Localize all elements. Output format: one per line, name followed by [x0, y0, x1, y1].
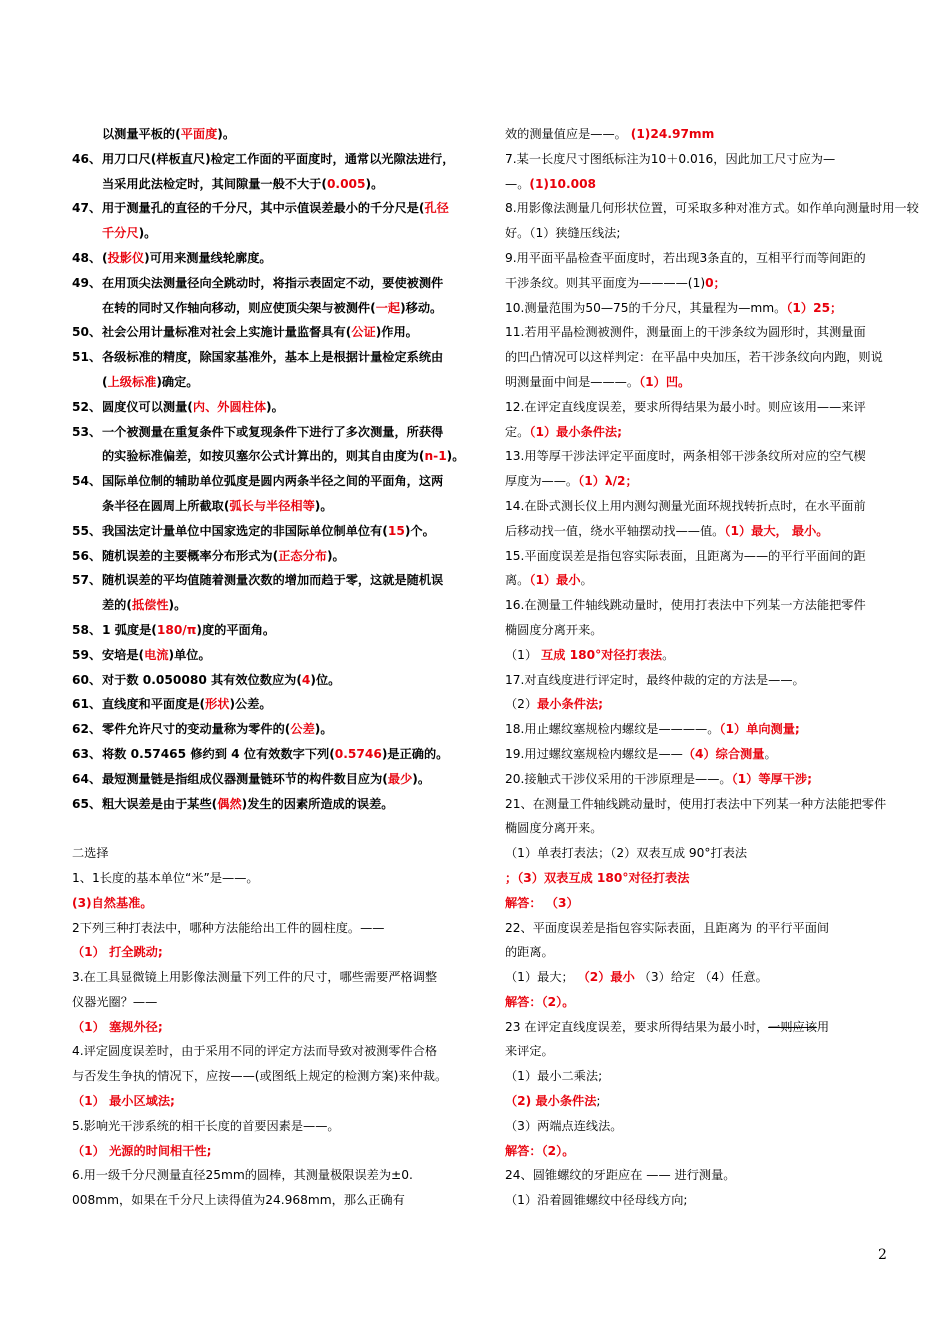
text-line [505, 717, 893, 742]
text-line [505, 172, 893, 197]
answer-text: 偶然 [217, 796, 242, 811]
text-line [505, 494, 893, 519]
body-text: )是正确的。 [381, 746, 449, 761]
body-text: 15.平面度误差是指包容实际表面，且距离为——的平行平面间的距 [505, 548, 866, 563]
body-text: 。 [764, 746, 777, 761]
text-line [72, 668, 462, 693]
body-text: （1）最小二乘法; [505, 1069, 603, 1084]
text-line [72, 444, 465, 469]
body-text: ( [102, 250, 108, 265]
body-text: 将数 0.57465 修约到 4 位有效数字下列( [102, 746, 335, 761]
body-text: 直线度和平面度是( [102, 697, 206, 712]
text-line [72, 196, 462, 221]
text-line [505, 1163, 893, 1188]
body-text: 19.用过螺纹塞规检内螺纹是—— [505, 746, 683, 761]
answer-text: （1） 光源的时间相干性; [72, 1143, 212, 1158]
answer-text: 最小条件法; [537, 697, 603, 712]
body-text: 16.在测量工件轴线跳动量时，使用打表法中下列某一方法能把零件 [505, 598, 866, 613]
text-line [505, 593, 893, 618]
text-line [72, 395, 462, 420]
body-text: )。 [314, 498, 333, 513]
body-text: )个。 [404, 523, 435, 538]
body-text: 厚度为——。 [505, 474, 579, 489]
text-line [505, 916, 893, 941]
body-text: 椭圆度分离开来。 [505, 622, 603, 637]
body-text: )。 [168, 598, 187, 613]
body-text: 离。 [505, 573, 530, 588]
text-line [505, 1039, 893, 1064]
text-line [505, 841, 893, 866]
text-line [72, 1015, 462, 1040]
text-line [72, 494, 462, 519]
body-text: )。 [266, 399, 284, 414]
text-line [72, 296, 462, 321]
text-line [72, 246, 462, 271]
body-text: （3）两端点连线法。 [505, 1118, 623, 1133]
body-text: 13.用等厚干涉法评定平面度时，两条相邻干涉条纹所对应的空气楔 [505, 449, 866, 464]
body-text: 条半径在圆周上所截取( [102, 498, 230, 513]
item-number: 58、 [72, 622, 102, 637]
body-text: 在用顶尖法测量径向全跳动时，将指示表固定不动，要使被测件 [102, 275, 444, 290]
answer-text: 电流 [144, 647, 169, 662]
text-line [72, 1064, 462, 1089]
answer-text: 形状 [205, 697, 230, 712]
body-text: 008mm，如果在千分尺上读得值为24.968mm，那么正确有 [72, 1193, 405, 1208]
body-text: ; [596, 1094, 601, 1109]
text-line [505, 692, 893, 717]
body-text: ( [102, 374, 108, 389]
answer-text: （1） 最小区域法; [72, 1094, 175, 1109]
text-line [72, 519, 462, 544]
text-line [505, 519, 893, 544]
answer-text: 解答： （3） [505, 895, 579, 910]
body-text: （1）最大； [505, 970, 578, 985]
answer-text: 抵偿性 [131, 598, 169, 613]
body-text: 。 [662, 647, 675, 662]
body-text: 用刀口尺(样板直尺)检定工作面的平面度时，通常以光隙法进行， [102, 151, 455, 166]
answer-text: 0.005 [326, 176, 366, 191]
body-text: )位。 [310, 672, 341, 687]
body-text: 圆度仪可以测量( [102, 399, 193, 414]
answer-text: （1）单向测量; [719, 722, 800, 737]
item-number: 56、 [72, 548, 102, 563]
text-line [505, 618, 893, 643]
body-text: 我国法定计量单位中国家选定的非国际单位制单位有( [102, 523, 388, 538]
body-text: 12.在评定直线度误差，要求所得结果为最小时。则应该用——来评 [505, 399, 866, 414]
text-line [72, 1188, 462, 1213]
text-line [505, 320, 893, 345]
body-text: （2） [505, 697, 538, 712]
body-text: )。 [326, 548, 345, 563]
answer-text: 互成 180°对径打表法 [541, 647, 663, 662]
body-text: 14.在卧式测长仪上用内测勾测量光面环规找转折点时，在水平面前 [505, 498, 866, 513]
text-line [505, 196, 919, 221]
answer-text: (1)24.97mm [630, 127, 715, 141]
answer-text: 0； [705, 275, 726, 290]
body-text: )可用来测量线轮廓度。 [144, 250, 272, 265]
answer-text: （1）25； [786, 300, 843, 315]
answer-text: （1） 塞规外径; [72, 1019, 163, 1034]
body-text: 在转的同时又作轴向移动，则应使顶尖架与被测件( [102, 300, 376, 315]
body-text: )度的平面角。 [196, 622, 276, 637]
item-number: 65、 [72, 796, 102, 811]
text-line [72, 345, 462, 370]
answer-text: （2）最小 [577, 970, 635, 985]
text-line [505, 271, 893, 296]
body-text: 2下列三种打表法中，哪种方法能给出工件的圆柱度。—— [72, 920, 385, 935]
body-text: 21、在测量工件轴线跳动量时，使用打表法中下列某一种方法能把零件 [505, 796, 887, 811]
text-line [72, 767, 462, 792]
text-line [505, 296, 893, 321]
body-text: 6.用一级千分尺测量直径25mm的圆棒，其测量极限误差为±0. [72, 1168, 413, 1183]
answer-text: 一起 [375, 300, 401, 315]
body-text: 用于测量孔的直径的千分尺，其中示值误差最小的千分尺是( [102, 201, 425, 216]
text-line [72, 147, 462, 172]
text-line [72, 593, 462, 618]
left-column [72, 122, 465, 1213]
body-text: )。 [365, 176, 384, 191]
answer-text: （1）最小 [529, 573, 581, 588]
body-text: )公差。 [229, 697, 272, 712]
body-text: )确定。 [156, 374, 199, 389]
text-line [72, 271, 462, 296]
item-number: 47、 [72, 201, 102, 216]
text-line [505, 221, 893, 246]
text-line [72, 816, 462, 841]
body-text: 仪器光圈？—— [72, 994, 158, 1009]
text-line [72, 320, 462, 345]
text-line [72, 370, 462, 395]
answer-text: 正态分布 [278, 548, 327, 563]
text-line [505, 965, 893, 990]
answer-text: 弧长与半径相等 [229, 498, 315, 513]
body-text: 一则应该 [768, 1019, 817, 1034]
body-text: 定。 [505, 424, 530, 439]
text-line [505, 990, 893, 1015]
text-line [505, 643, 893, 668]
body-text: 效的测量值应是——。 [505, 127, 631, 141]
text-line [72, 221, 462, 246]
answer-text: 解答：（2）。 [505, 994, 575, 1009]
body-text: 。 [580, 573, 593, 588]
body-text: 一个被测量在重复条件下或复现条件下进行了多次测量，所获得 [102, 424, 444, 439]
body-text: 椭圆度分离开来。 [505, 821, 603, 836]
body-text: 好。（1）狭缝压线法; [505, 226, 621, 241]
text-line [72, 916, 462, 941]
body-text: （1）单表打表法；（2）双表互成 90°打表法 [505, 846, 748, 861]
body-text: 随机误差的平均值随着测量次数的增加而趋于零，这就是随机误 [102, 573, 444, 588]
item-number: 59、 [72, 647, 102, 662]
body-text: )。 [412, 771, 431, 786]
text-line [505, 1139, 893, 1164]
answer-text: 4 [301, 672, 311, 687]
item-number: 46、 [72, 151, 102, 166]
body-text: )作用。 [375, 325, 418, 340]
body-text: 粗大误差是由于某些( [102, 796, 218, 811]
text-line [72, 544, 462, 569]
answer-text: 公差 [290, 722, 315, 737]
text-line [72, 1139, 462, 1164]
answer-text: （1）最大， 最小。 [724, 523, 829, 538]
body-text: 20.接触式干涉仪采用的干涉原理是——。 [505, 771, 732, 786]
body-text: 11.若用平晶检测被测件，测量面上的干涉条纹为圆形时，其测量面 [505, 325, 866, 340]
answer-text: 15 [387, 523, 405, 538]
answer-text: 投影仪 [107, 250, 145, 265]
answer-text: n-1 [424, 449, 447, 464]
body-text: 安培是( [102, 647, 145, 662]
text-line [72, 990, 462, 1015]
answer-text: 解答：（2）。 [505, 1143, 575, 1158]
item-number: 55、 [72, 523, 102, 538]
text-line [72, 742, 462, 767]
text-line [505, 444, 893, 469]
answer-text: （1）凹。 [639, 374, 691, 389]
text-line [72, 172, 462, 197]
text-line [505, 395, 893, 420]
answer-text: 180/π [156, 622, 197, 637]
answer-text: （4）综合测量 [682, 746, 765, 761]
answer-text: 公证 [351, 325, 376, 340]
body-text: 1、1长度的基本单位“米”是——。 [72, 870, 259, 885]
text-line [505, 147, 893, 172]
item-number: 64、 [72, 771, 102, 786]
text-line [505, 1015, 893, 1040]
body-text: 9.用平面平晶检查平面度时，若出现3条直的，互相平行而等间距的 [505, 250, 866, 265]
body-text: （1） [505, 647, 542, 662]
body-text: 与否发生争执的情况下，应按——(或图纸上规定的检测方案)来仲裁。 [72, 1069, 448, 1084]
body-text: )。 [138, 226, 157, 241]
item-number: 61、 [72, 697, 102, 712]
item-number: 51、 [72, 350, 102, 365]
body-text: （3）给定 （4）任意。 [634, 970, 768, 985]
text-line [505, 1064, 893, 1089]
body-text: 零件允许尺寸的变动量称为零件的( [102, 722, 291, 737]
text-line [505, 345, 893, 370]
text-line [505, 122, 893, 147]
body-text: )。 [217, 127, 236, 141]
body-text: 22、平面度误差是指包容实际表面，且距离为 的平行平面间 [505, 920, 830, 935]
text-line [505, 544, 893, 569]
text-line [72, 420, 462, 445]
answer-text: 平面度 [180, 127, 218, 141]
body-text: 最短测量链是指组成仪器测量链环节的构件数目应为( [102, 771, 388, 786]
item-number: 53、 [72, 424, 102, 439]
body-text: 的实验标准偏差，如按贝塞尔公式计算出的，则其自由度为( [102, 449, 425, 464]
body-text: 明测量面中间是———。 [505, 374, 640, 389]
text-line [72, 643, 462, 668]
body-text: 各级标准的精度，除国家基准外，基本上是根据计量检定系统由 [102, 350, 444, 365]
answer-text: 上级标准 [107, 374, 157, 389]
text-line [72, 618, 462, 643]
page-number: 2 [878, 1247, 887, 1263]
answer-text: （1）λ/2； [578, 474, 638, 489]
body-text: 18.用止螺纹塞规检内螺纹是————。 [505, 722, 720, 737]
body-text: 国际单位制的辅助单位弧度是圆内两条半径之间的平面角，这两 [102, 474, 444, 489]
text-line [72, 717, 462, 742]
answer-text: (3)自然基准。 [72, 895, 153, 910]
text-line [72, 965, 462, 990]
answer-text: (1)10.008 [529, 176, 597, 191]
body-text: 当采用此法检定时，其间隙量一般不大于( [102, 176, 327, 191]
answer-text: 孔径 [424, 201, 449, 216]
right-column [505, 122, 919, 1213]
answer-text: 0.5746 [334, 746, 382, 761]
body-text: 1 弧度是( [102, 622, 157, 637]
body-text: 17.对直线度进行评定时，最终仲裁的定的方法是——。 [505, 672, 805, 687]
body-text: 二选择 [72, 846, 109, 861]
text-line [505, 742, 893, 767]
body-text: )发生的因素所造成的误差。 [241, 796, 394, 811]
text-line [72, 1039, 462, 1064]
text-line [72, 792, 462, 817]
answer-text: （2) [505, 1094, 536, 1109]
body-text: 来评定。 [505, 1044, 554, 1059]
text-line [72, 940, 462, 965]
text-line [505, 767, 893, 792]
text-line [72, 692, 462, 717]
text-line [72, 841, 462, 866]
body-text: 24、圆锥螺纹的牙距应在 —— 进行测量。 [505, 1168, 736, 1183]
text-line [505, 1188, 893, 1213]
body-text: 4.评定圆度误差时，由于采用不同的评定方法而导致对被测零件合格 [72, 1044, 438, 1059]
body-text: 随机误差的主要概率分布形式为( [102, 548, 279, 563]
body-text: )。 [446, 449, 465, 464]
body-text: 10.测量范围为50—75的千分尺，其量程为—mm。 [505, 300, 787, 315]
text-line [505, 1114, 893, 1139]
text-line [505, 420, 893, 445]
text-line [72, 1089, 462, 1114]
text-line [505, 866, 893, 891]
answer-text: （1）等厚干涉; [731, 771, 812, 786]
item-number: 63、 [72, 746, 102, 761]
body-text: 23 在评定直线度误差，要求所得结果为最小时， [505, 1019, 769, 1034]
text-line [505, 792, 893, 817]
body-text: 差的( [102, 598, 132, 613]
text-line [505, 816, 893, 841]
item-number: 52、 [72, 399, 102, 414]
item-number: 60、 [72, 672, 102, 687]
body-text: 3.在工具显微镜上用影像法测量下列工件的尺寸，哪些需要严格调整 [72, 970, 438, 985]
body-text: （1）沿着圆锥螺纹中径母线方向; [505, 1193, 688, 1208]
answer-text: （1） 打全跳动; [72, 945, 163, 960]
body-text: —。 [505, 176, 530, 191]
body-text: 的凹凸情况可以这样判定：在平晶中央加压，若干涉条纹向内跑，则说 [505, 350, 883, 365]
item-number: 62、 [72, 722, 102, 737]
body-text: 对于数 0.050080 其有效位数应为( [102, 672, 302, 687]
body-text: 后移动找一值，绕水平轴摆动找——值。 [505, 523, 725, 538]
body-text: 以测量平板的( [102, 127, 181, 141]
text-line [72, 568, 462, 593]
text-line [505, 246, 893, 271]
answer-text: 内、外圆柱体 [192, 399, 267, 414]
body-text: )。 [314, 722, 333, 737]
answer-text: 千分尺 [102, 226, 139, 241]
text-line [72, 1163, 462, 1188]
body-text: 的距离。 [505, 945, 554, 960]
body-text: 8.用影像法测量几何形状位置，可采取多种对准方式。如作单向测量时用一较 [505, 201, 919, 216]
text-line [72, 469, 462, 494]
item-number: 49、 [72, 275, 102, 290]
text-line [505, 568, 893, 593]
text-line [72, 122, 462, 147]
item-number: 48、 [72, 250, 102, 265]
answer-text: （1）最小条件法; [529, 424, 622, 439]
body-text: 用 [816, 1019, 830, 1034]
answer-text: ；（3）双表互成 180°对径打表法 [505, 870, 690, 885]
body-text: )单位。 [168, 647, 211, 662]
item-number: 50、 [72, 325, 102, 340]
item-number: 54、 [72, 474, 102, 489]
item-number: 57、 [72, 573, 102, 588]
text-line [505, 1089, 893, 1114]
text-line [505, 370, 893, 395]
text-line [72, 891, 462, 916]
text-line [72, 1114, 462, 1139]
text-line [72, 866, 462, 891]
body-text: 7.某一长度尺寸图纸标注为10＋0.016，因此加工尺寸应为— [505, 151, 836, 166]
answer-text: 最小条件法 [535, 1094, 597, 1109]
text-line [505, 940, 893, 965]
body-text: 干涉条纹。则其平面度为————(1) [505, 275, 706, 290]
text-line [505, 469, 893, 494]
text-line [505, 891, 893, 916]
body-text: 5.影响光干涉系统的相干长度的首要因素是——。 [72, 1118, 340, 1133]
text-line [505, 668, 893, 693]
body-text: 社会公用计量标准对社会上实施计量监督具有( [102, 325, 352, 340]
answer-text: 最少 [387, 771, 413, 786]
body-text: )移动。 [400, 300, 443, 315]
